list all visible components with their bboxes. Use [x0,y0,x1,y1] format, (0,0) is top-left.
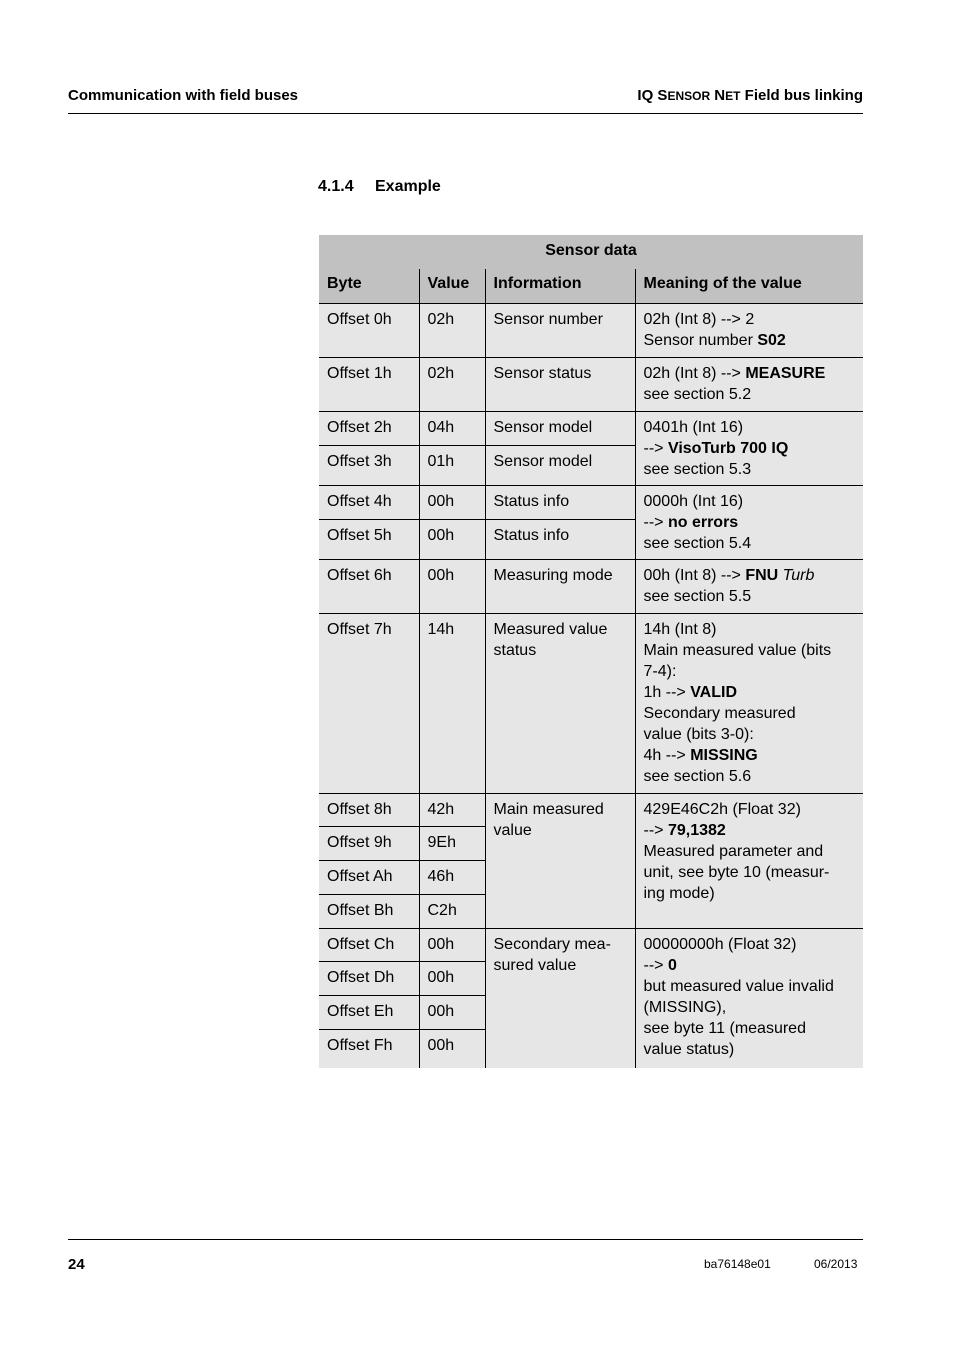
cell-information: Measured value status [485,614,635,794]
cell-value: 02h [419,304,485,358]
table-row [319,929,863,962]
cell-value: 00h [419,929,485,962]
cell-value: 46h [419,861,485,895]
cell-value: 00h [419,520,485,560]
table-row [319,560,863,614]
cell-information: Secondary mea- sured value [485,929,635,1068]
section-title: Example [375,178,441,195]
cell-value: 9Eh [419,827,485,861]
cell-byte: Offset Eh [319,996,419,1030]
cell-value: 00h [419,962,485,996]
cell-information: Sensor model [485,412,635,446]
cell-information: Sensor model [485,446,635,486]
cell-meaning: 0401h (Int 16) --> VisoTurb 700 IQ see section 5.3 [635,412,863,486]
cell-meaning: 14h (Int 8) Main measured value (bits 7-4): 1h --> VALID Secondary measured value (bits 3-0): 4h --> MISSING see section 5.6 [635,614,863,794]
col-header-information: Information [485,269,635,304]
table-row [319,358,863,412]
cell-information: Sensor number [485,304,635,358]
cell-value: 00h [419,996,485,1030]
table-row [319,486,863,520]
document-id: ba76148e01 [704,1257,771,1271]
col-header-value: Value [419,269,485,304]
cell-value: 14h [419,614,485,794]
cell-meaning: 00000000h (Float 32) --> 0 but measured value invalid (MISSING), see byte 11 (measured value status) [635,929,863,1068]
cell-meaning: 02h (Int 8) --> 2 Sensor number S02 [635,304,863,358]
cell-value: 00h [419,560,485,614]
table-row [319,614,863,794]
header-rule [68,113,863,114]
cell-meaning: 00h (Int 8) --> FNU Turb see section 5.5 [635,560,863,614]
cell-information: Measuring mode [485,560,635,614]
cell-byte: Offset Fh [319,1030,419,1068]
cell-byte: Offset 5h [319,520,419,560]
col-header-meaning: Meaning of the value [635,269,863,304]
page-number: 24 [68,1256,85,1273]
cell-value: 00h [419,1030,485,1068]
sensor-data-table [319,235,863,1068]
cell-byte: Offset 1h [319,358,419,412]
cell-meaning: 0000h (Int 16) --> no errors see section 5.4 [635,486,863,560]
cell-information: Sensor status [485,358,635,412]
cell-value: 42h [419,794,485,827]
col-header-byte: Byte [319,269,419,304]
cell-meaning: 429E46C2h (Float 32) --> 79,1382 Measured parameter and unit, see byte 10 (measur- ing mode) [635,794,863,929]
cell-value: 04h [419,412,485,446]
cell-meaning: 02h (Int 8) --> MEASURE see section 5.2 [635,358,863,412]
cell-byte: Offset 3h [319,446,419,486]
footer-rule [68,1239,863,1240]
cell-information: Status info [485,520,635,560]
section-number: 4.1.4 [318,178,354,195]
cell-byte: Offset 9h [319,827,419,861]
cell-byte: Offset 8h [319,794,419,827]
cell-byte: Offset 4h [319,486,419,520]
cell-byte: Offset 2h [319,412,419,446]
cell-byte: Offset 7h [319,614,419,794]
cell-value: 02h [419,358,485,412]
running-header-right: IQ SENSOR NET Field bus linking [637,87,863,104]
cell-byte: Offset 6h [319,560,419,614]
running-header-left: Communication with field buses [68,87,299,104]
cell-byte: Offset Bh [319,895,419,929]
cell-byte: Offset 0h [319,304,419,358]
cell-information: Status info [485,486,635,520]
cell-byte: Offset Ah [319,861,419,895]
table-row [319,794,863,827]
cell-value: C2h [419,895,485,929]
cell-value: 01h [419,446,485,486]
cell-byte: Offset Dh [319,962,419,996]
cell-information: Main measured value [485,794,635,929]
table-row [319,412,863,446]
cell-byte: Offset Ch [319,929,419,962]
section-heading [318,178,441,196]
table-caption: Sensor data [319,235,863,269]
table-row [319,304,863,358]
cell-value: 00h [419,486,485,520]
document-date: 06/2013 [814,1257,858,1271]
